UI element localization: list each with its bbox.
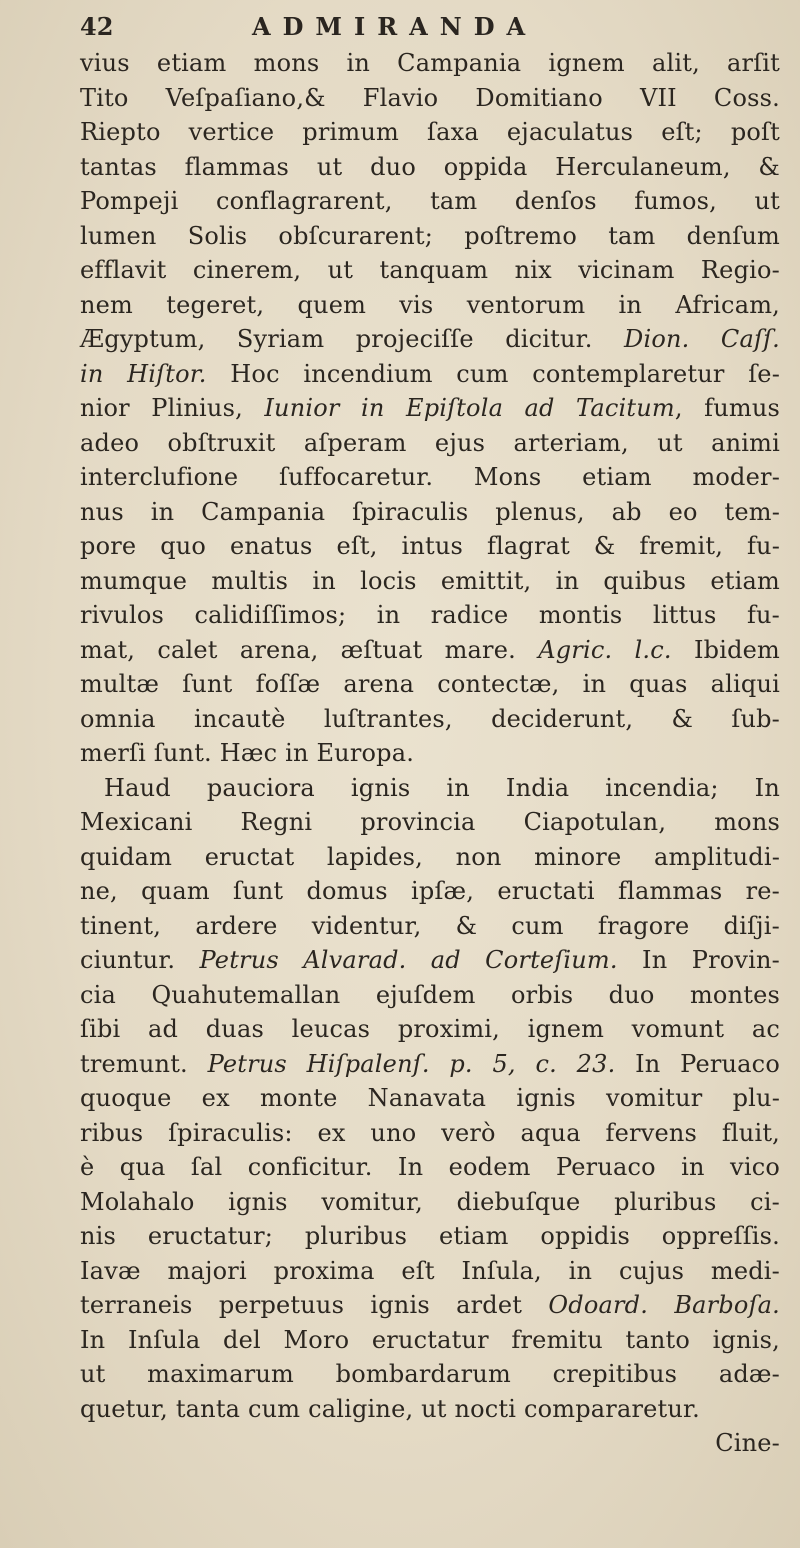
text-line xyxy=(80,219,780,254)
text-line xyxy=(80,1185,780,1220)
line-text: nem tegeret, quem vis ventorum in Africam, xyxy=(80,290,780,319)
line-text: ribus ſpiraculis: ex uno verò aqua fervens fluit, xyxy=(80,1118,780,1147)
line-text: In Provin- xyxy=(617,946,780,974)
text-line xyxy=(80,150,780,185)
line-text: nis eructatur; pluribus etiam oppidis oppreſſis. xyxy=(80,1222,780,1250)
citation-text: Agric. l.c. xyxy=(538,635,672,664)
line-text: interclufione ſuffocaretur. Mons etiam moder- xyxy=(80,463,780,491)
text-line xyxy=(80,1116,780,1151)
text-line xyxy=(80,1288,780,1323)
line-text: Molahalo ignis vomitur, diebuſque pluribus ci- xyxy=(80,1187,780,1216)
line-text: ut maximarum bombardarum crepitibus adæ- xyxy=(80,1360,780,1388)
text-line xyxy=(80,46,780,81)
text-line xyxy=(80,874,780,909)
line-text: Haud pauciora ignis in India incendia; In xyxy=(104,773,780,802)
text-line xyxy=(80,1254,780,1289)
line-text: adeo obſtruxit aſperam ejus arteriam, ut animi xyxy=(80,428,780,457)
line-text: In Peruaco xyxy=(615,1049,780,1078)
text-line xyxy=(80,702,780,737)
line-text: lumen Solis obſcurarent; poſtremo tam denſum xyxy=(80,221,780,250)
line-text: Hoc incendium cum contemplaretur ſe- xyxy=(206,359,780,388)
text-line xyxy=(80,667,780,702)
text-line xyxy=(80,840,780,875)
line-text: ſibi ad duas leucas proximi, ignem vomunt ac xyxy=(80,1015,780,1043)
running-head: ADMIRANDA xyxy=(252,12,538,41)
line-text: rivulos calidiſſimos; in radice montis littus fu- xyxy=(80,601,780,629)
text-line xyxy=(80,81,780,116)
text-line xyxy=(80,1012,780,1047)
line-text: mumque multis in locis emittit, in quibus etiam xyxy=(80,566,780,595)
line-text: quoque ex monte Nanavata ignis vomitur plu- xyxy=(80,1084,780,1112)
line-text: Mexicani Regni provincia Ciapotulan, mons xyxy=(80,808,780,836)
line-text: è qua ſal conficitur. In eodem Peruaco in vico xyxy=(80,1153,780,1181)
citation-text: Petrus Alvarad. ad Corteſium. xyxy=(199,946,618,974)
text-line xyxy=(80,1426,780,1461)
text-line xyxy=(80,1150,780,1185)
citation-text: in Hiſtor. xyxy=(80,359,207,388)
text-line xyxy=(80,460,780,495)
line-text: multæ ſunt foſſæ arena contectæ, in quas aliqui xyxy=(80,670,780,698)
text-line xyxy=(80,1219,780,1254)
line-text: efflavit cinerem, ut tanquam nix vicinam Regio- xyxy=(80,256,780,284)
text-line xyxy=(80,1323,780,1358)
line-text: pore quo enatus eſt, intus flagrat & fremit, fu- xyxy=(80,532,780,560)
line-text: vius etiam mons in Campania ignem alit, arſit xyxy=(80,49,780,77)
citation-text: Dion. Caſſ. xyxy=(624,325,780,353)
line-text: Iavæ majori proxima eſt Inſula, in cujus medi- xyxy=(80,1256,780,1285)
line-text: Ibidem xyxy=(671,635,780,664)
line-text: tremunt. xyxy=(80,1049,208,1078)
page-header xyxy=(80,12,780,46)
text-line xyxy=(80,495,780,530)
line-text: merſi ſunt. Hæc in Europa. xyxy=(80,739,415,767)
line-text: quidam eructat lapides, non minore amplitudi- xyxy=(80,842,780,871)
line-text: quetur, tanta cum caligine, ut nocti compararetur. xyxy=(80,1394,700,1423)
line-text: ciuntur. xyxy=(80,946,200,974)
text-line xyxy=(80,391,780,426)
citation-text: Iunior in Epiſtola ad Tacitum xyxy=(264,394,675,422)
text-line xyxy=(80,322,780,357)
line-text: mat, calet arena, æſtuat mare. xyxy=(80,635,539,664)
text-line xyxy=(80,943,780,978)
line-text: ne, quam ſunt domus ipſæ, eructati flammas re- xyxy=(80,877,780,905)
line-text: terraneis perpetuus ignis ardet xyxy=(80,1291,549,1319)
text-line xyxy=(80,1047,780,1082)
text-line xyxy=(80,1357,780,1392)
line-text: cia Quahutemallan ejuſdem orbis duo montes xyxy=(80,980,780,1009)
line-text: omnia incautè luſtrantes, deciderunt, & ſub- xyxy=(80,704,780,733)
line-text: Riepto vertice primum ſaxa ejaculatus eſt; poſt xyxy=(80,118,780,146)
text-line xyxy=(80,771,780,806)
line-text: Tito Veſpaſiano,& Flavio Domitiano VII Coss. xyxy=(80,83,780,112)
text-line xyxy=(80,1392,780,1427)
citation-text: Odoard. Barboſa. xyxy=(548,1291,780,1319)
text-line xyxy=(80,529,780,564)
line-text: Ægyptum, Syriam projeciſſe dicitur. xyxy=(80,325,625,353)
text-line xyxy=(80,736,780,771)
citation-text: Petrus Hiſpalenſ. p. 5, c. 23. xyxy=(207,1049,616,1078)
text-line xyxy=(80,357,780,392)
line-text: tantas flammas ut duo oppida Herculaneum, & xyxy=(80,152,780,181)
text-line xyxy=(80,184,780,219)
line-text: tinent, ardere videntur, & cum fragore diſji- xyxy=(80,911,780,940)
text-line xyxy=(80,598,780,633)
line-text: Cine- xyxy=(715,1429,780,1457)
line-text: In Inſula del Moro eructatur fremitu tanto ignis, xyxy=(80,1325,780,1354)
text-line xyxy=(80,564,780,599)
body-text xyxy=(80,46,780,1461)
text-line xyxy=(80,253,780,288)
text-line xyxy=(80,115,780,150)
page-number: 42 xyxy=(80,12,114,41)
text-line xyxy=(80,978,780,1013)
text-line xyxy=(80,1081,780,1116)
text-line xyxy=(80,633,780,668)
line-text: nior Plinius, xyxy=(80,394,265,422)
text-line xyxy=(80,805,780,840)
line-text: nus in Campania ſpiraculis plenus, ab eo tem- xyxy=(80,497,780,526)
line-text: Pompeji conflagrarent, tam denſos fumos, ut xyxy=(80,187,780,215)
text-line xyxy=(80,288,780,323)
line-text: , fumus xyxy=(674,394,781,422)
text-line xyxy=(80,426,780,461)
text-line xyxy=(80,909,780,944)
